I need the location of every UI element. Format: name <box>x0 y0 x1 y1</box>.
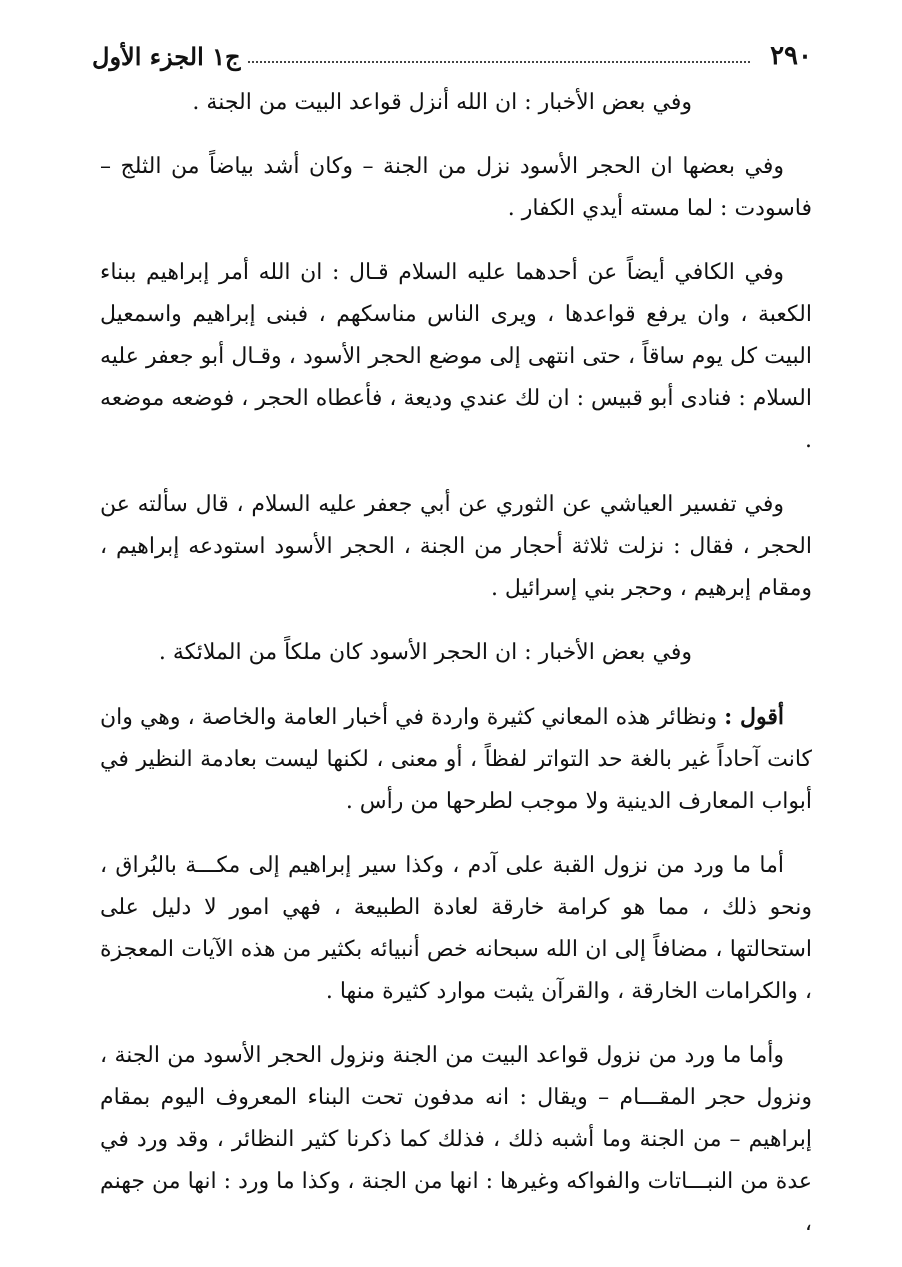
paragraph-6-text: ونظائر هذه المعاني كثيرة واردة في أخبار العامة والخاصة ، وهي وان كانت آحاداً غير بالغة حد التواتر لفظاً ، أو معنى ، لكنها ليست بعادمة النظير في أبواب المعارف الدينية ولا موجب لطرحها من رأس . <box>100 705 812 814</box>
bold-lead: أقول : <box>724 704 784 730</box>
paragraph-7: أما ما ورد من نزول القبة على آدم ، وكذا سير إبراهيم إلى مكـــة بالبُراق ، ونحو ذلك ، مما هو كرامة خارقة لعادة الطبيعة ، فهي امور لا دليل على استحالتها ، مضافاً إلى ان الله سبحانه خص أنبيائه بكثير من هذه الآيات المعجزة ، والكرامات الخارقة ، والقرآن يثبت موارد كثيرة منها . <box>100 853 812 1004</box>
page-number: ٢٩٠ <box>770 41 812 71</box>
page-header <box>92 36 812 76</box>
paragraph-6 <box>100 696 812 823</box>
page-body <box>100 82 812 1267</box>
running-title: ج١ الجزء الأول <box>92 41 241 71</box>
paragraph-2: وفي بعضها ان الحجر الأسود نزل من الجنة – وكان أشد بياضاً من الثلج – فاسودت : لما مسته أيدي الكفار . <box>100 154 812 221</box>
paragraph-1: وفي بعض الأخبار : ان الله أنزل قواعد البيت من الجنة . <box>192 90 692 115</box>
paragraph-4: وفي تفسير العياشي عن الثوري عن أبي جعفر عليه السلام ، قال سألته عن الحجر ، فقال : نزلت ثلاثة أحجار من الجنة ، الحجر الأسود استودعه إبراهيم ، ومقام إبرهيم ، وحجر بني إسرائيل . <box>100 492 812 601</box>
paragraph-8: وأما ما ورد من نزول قواعد البيت من الجنة ونزول الحجر الأسود من الجنة ، ونزول حجر المقـــام – ويقال : انه مدفون تحت البناء المعروف اليوم بمقام إبراهيم – من الجنة وما أشبه ذلك ، فذلك كما ذكرنا كثير النظائر ، وقد ورد في عدة من النبـــاتات والفواكه وغيرها : انها من الجنة ، وكذا ما ورد : انها من جهنم ، <box>100 1043 812 1236</box>
paragraph-5: وفي بعض الأخبار : ان الحجر الأسود كان ملكاً من الملائكة . <box>158 640 692 665</box>
dotted-leader <box>248 49 750 63</box>
paragraph-3: وفي الكافي أيضاً عن أحدهما عليه السلام قـال : ان الله أمر إبراهيم ببناء الكعبة ، وان يرفع قواعدها ، ويرى الناس مناسكهم ، فبنى إبراهيم واسمعيل البيت كل يوم ساقاً ، حتى انتهى إلى موضع الحجر الأسود ، وقـال أبو جعفر عليه السلام : فنادى أبو قبيس : ان لك عندي وديعة ، فأعطاه الحجر ، فوضعه موضعه . <box>100 260 812 453</box>
